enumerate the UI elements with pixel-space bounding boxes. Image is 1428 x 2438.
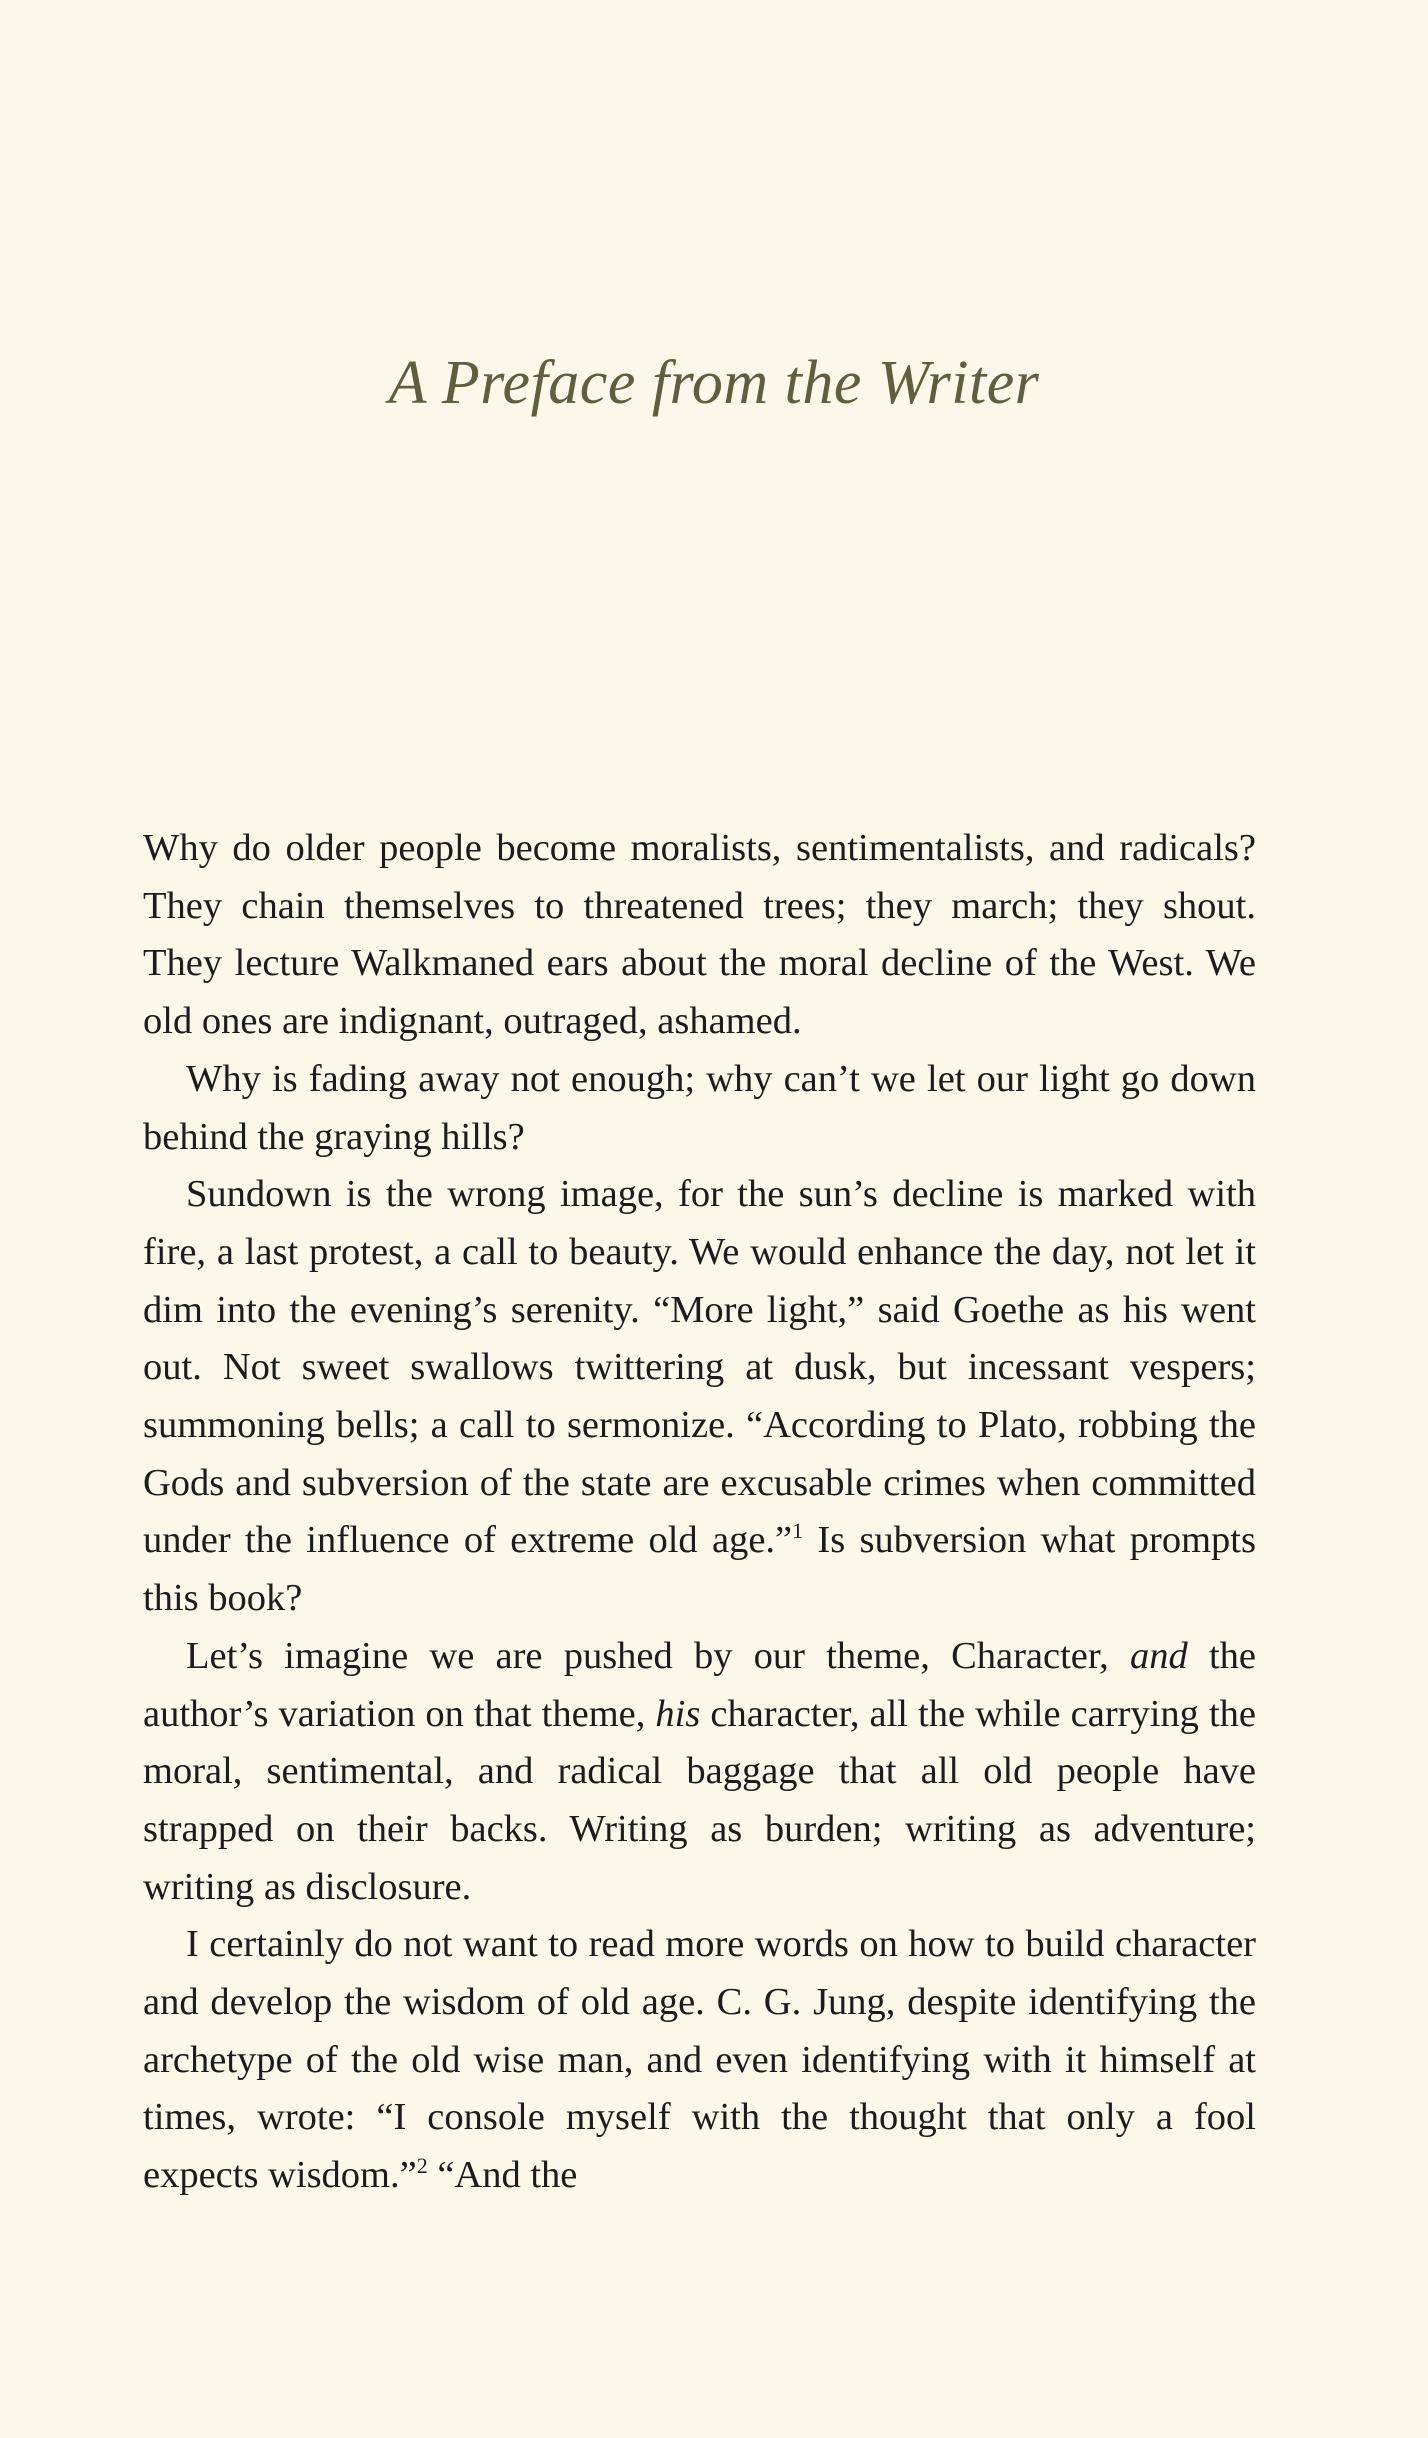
footnote-marker: 2 bbox=[416, 2153, 428, 2179]
paragraph-text: Sundown is the wrong image, for the sun’s decline is marked with fire, a last protest, a call to beauty. We would enhance the day, not let it dim into the evening’s serenity. “More light,” said Goethe as his went out. Not sweet swallows twittering at dusk, but incessant vespers; summoning bells; a call to sermonize. “According to Plato, robbing the Gods and subversion of the state are excusable crimes when committed under the influence of extreme old age.” bbox=[143, 1173, 1256, 1562]
paragraph bbox=[143, 1628, 1256, 1917]
footnote-marker: 1 bbox=[792, 1518, 804, 1544]
paragraph bbox=[143, 1166, 1256, 1628]
body-text bbox=[143, 820, 1256, 2205]
paragraph bbox=[143, 1916, 1256, 2205]
paragraph-text: Is subversion what prompts this book? bbox=[143, 1519, 1256, 1620]
paragraph-text: Let’s imagine we are pushed by our theme, Character, bbox=[186, 1634, 1130, 1677]
paragraph-text: “And the bbox=[427, 2154, 578, 2197]
paragraph-text: the author’s variation on that theme, bbox=[143, 1634, 1256, 1735]
paragraph bbox=[143, 820, 1256, 1051]
paragraph-text: character, all the while carrying the moral, sentimental, and radical baggage that all old people have strapped on their backs. Writing as burden; writing as adventure; writing as disclosure. bbox=[143, 1692, 1256, 1908]
italic-emphasis: and bbox=[1130, 1634, 1188, 1677]
paragraph-text: Why do older people become moralists, sentimentalists, and radicals? They chain themselves to threatened trees; they march; they shout. They lecture Walkmaned ears about the moral decline of the West. We old ones are indignant, outraged, ashamed. bbox=[143, 827, 1256, 1043]
paragraph-text: I certainly do not want to read more words on how to build character and develop the wisdom of old age. C. G. Jung, despite identifying the archetype of the old wise man, and even identifying with it himself at times, wrote: “I console myself with the thought that only a fool expects wisdom.” bbox=[143, 1923, 1256, 2197]
italic-emphasis: his bbox=[655, 1692, 701, 1735]
chapter-title: A Preface from the Writer bbox=[388, 349, 1040, 417]
paragraph bbox=[143, 1051, 1256, 1166]
paragraph-text: Why is fading away not enough; why can’t we let our light go down behind the graying hills? bbox=[143, 1057, 1256, 1158]
